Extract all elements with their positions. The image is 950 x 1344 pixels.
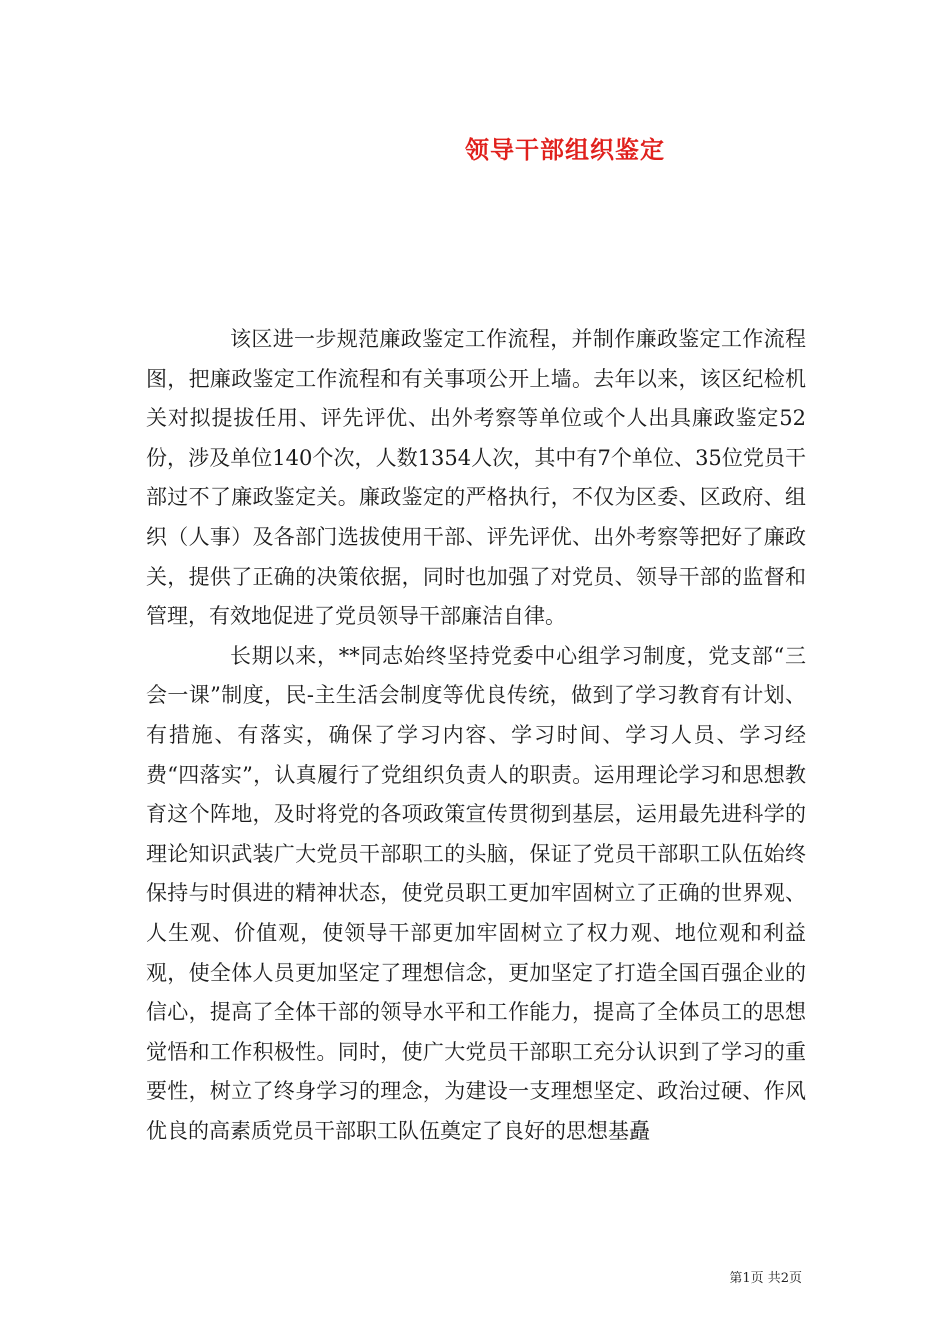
document-body — [146, 320, 806, 1151]
paragraph-2: 长期以来，**同志始终坚持党委中心组学习制度，党支部“三会一课”制度，民-主生活会制度等优良传统，做到了学习教育有计划、有措施、有落实，确保了学习内容、学习时间、学习人员、学习经费“四落实”，认真履行了党组织负责人的职责。运用理论学习和思想教育这个阵地，及时将党的各项政策宣传贯彻到基层，运用最先进科学的理论知识武装广大党员干部职工的头脑，保证了党员干部职工队伍始终保持与时俱进的精神状态，使党员职工更加牢固树立了正确的世界观、人生观、价值观，使领导干部更加牢固树立了权力观、地位观和利益观，使全体人员更加坚定了理想信念，更加坚定了打造全国百强企业的信心，提高了全体干部的领导水平和工作能力，提高了全体员工的思想觉悟和工作积极性。同时，使广大党员干部职工充分认识到了学习的重要性，树立了终身学习的理念，为建设一支理想坚定、政治过硬、作风优良的高素质党员干部职工队伍奠定了良好的思想基矗 — [146, 643, 806, 1143]
page-number: 第1页 共2页 — [729, 1271, 802, 1286]
paragraph-1: 该区进一步规范廉政鉴定工作流程，并制作廉政鉴定工作流程图，把廉政鉴定工作流程和有关事项公开上墙。去年以来，该区纪检机关对拟提拔任用、评先评优、出外考察等单位或个人出具廉政鉴定52份，涉及单位140个次，人数1354人次，其中有7个单位、35位党员干部过不了廉政鉴定关。廉政鉴定的严格执行，不仅为区委、区政府、组织（人事）及各部门选拔使用干部、评先评优、出外考察等把好了廉政关，提供了正确的决策依据，同时也加强了对党员、领导干部的监督和管理，有效地促进了党员领导干部廉洁自律。 — [146, 327, 806, 629]
document-title: 领导干部组织鉴定 — [465, 135, 665, 164]
